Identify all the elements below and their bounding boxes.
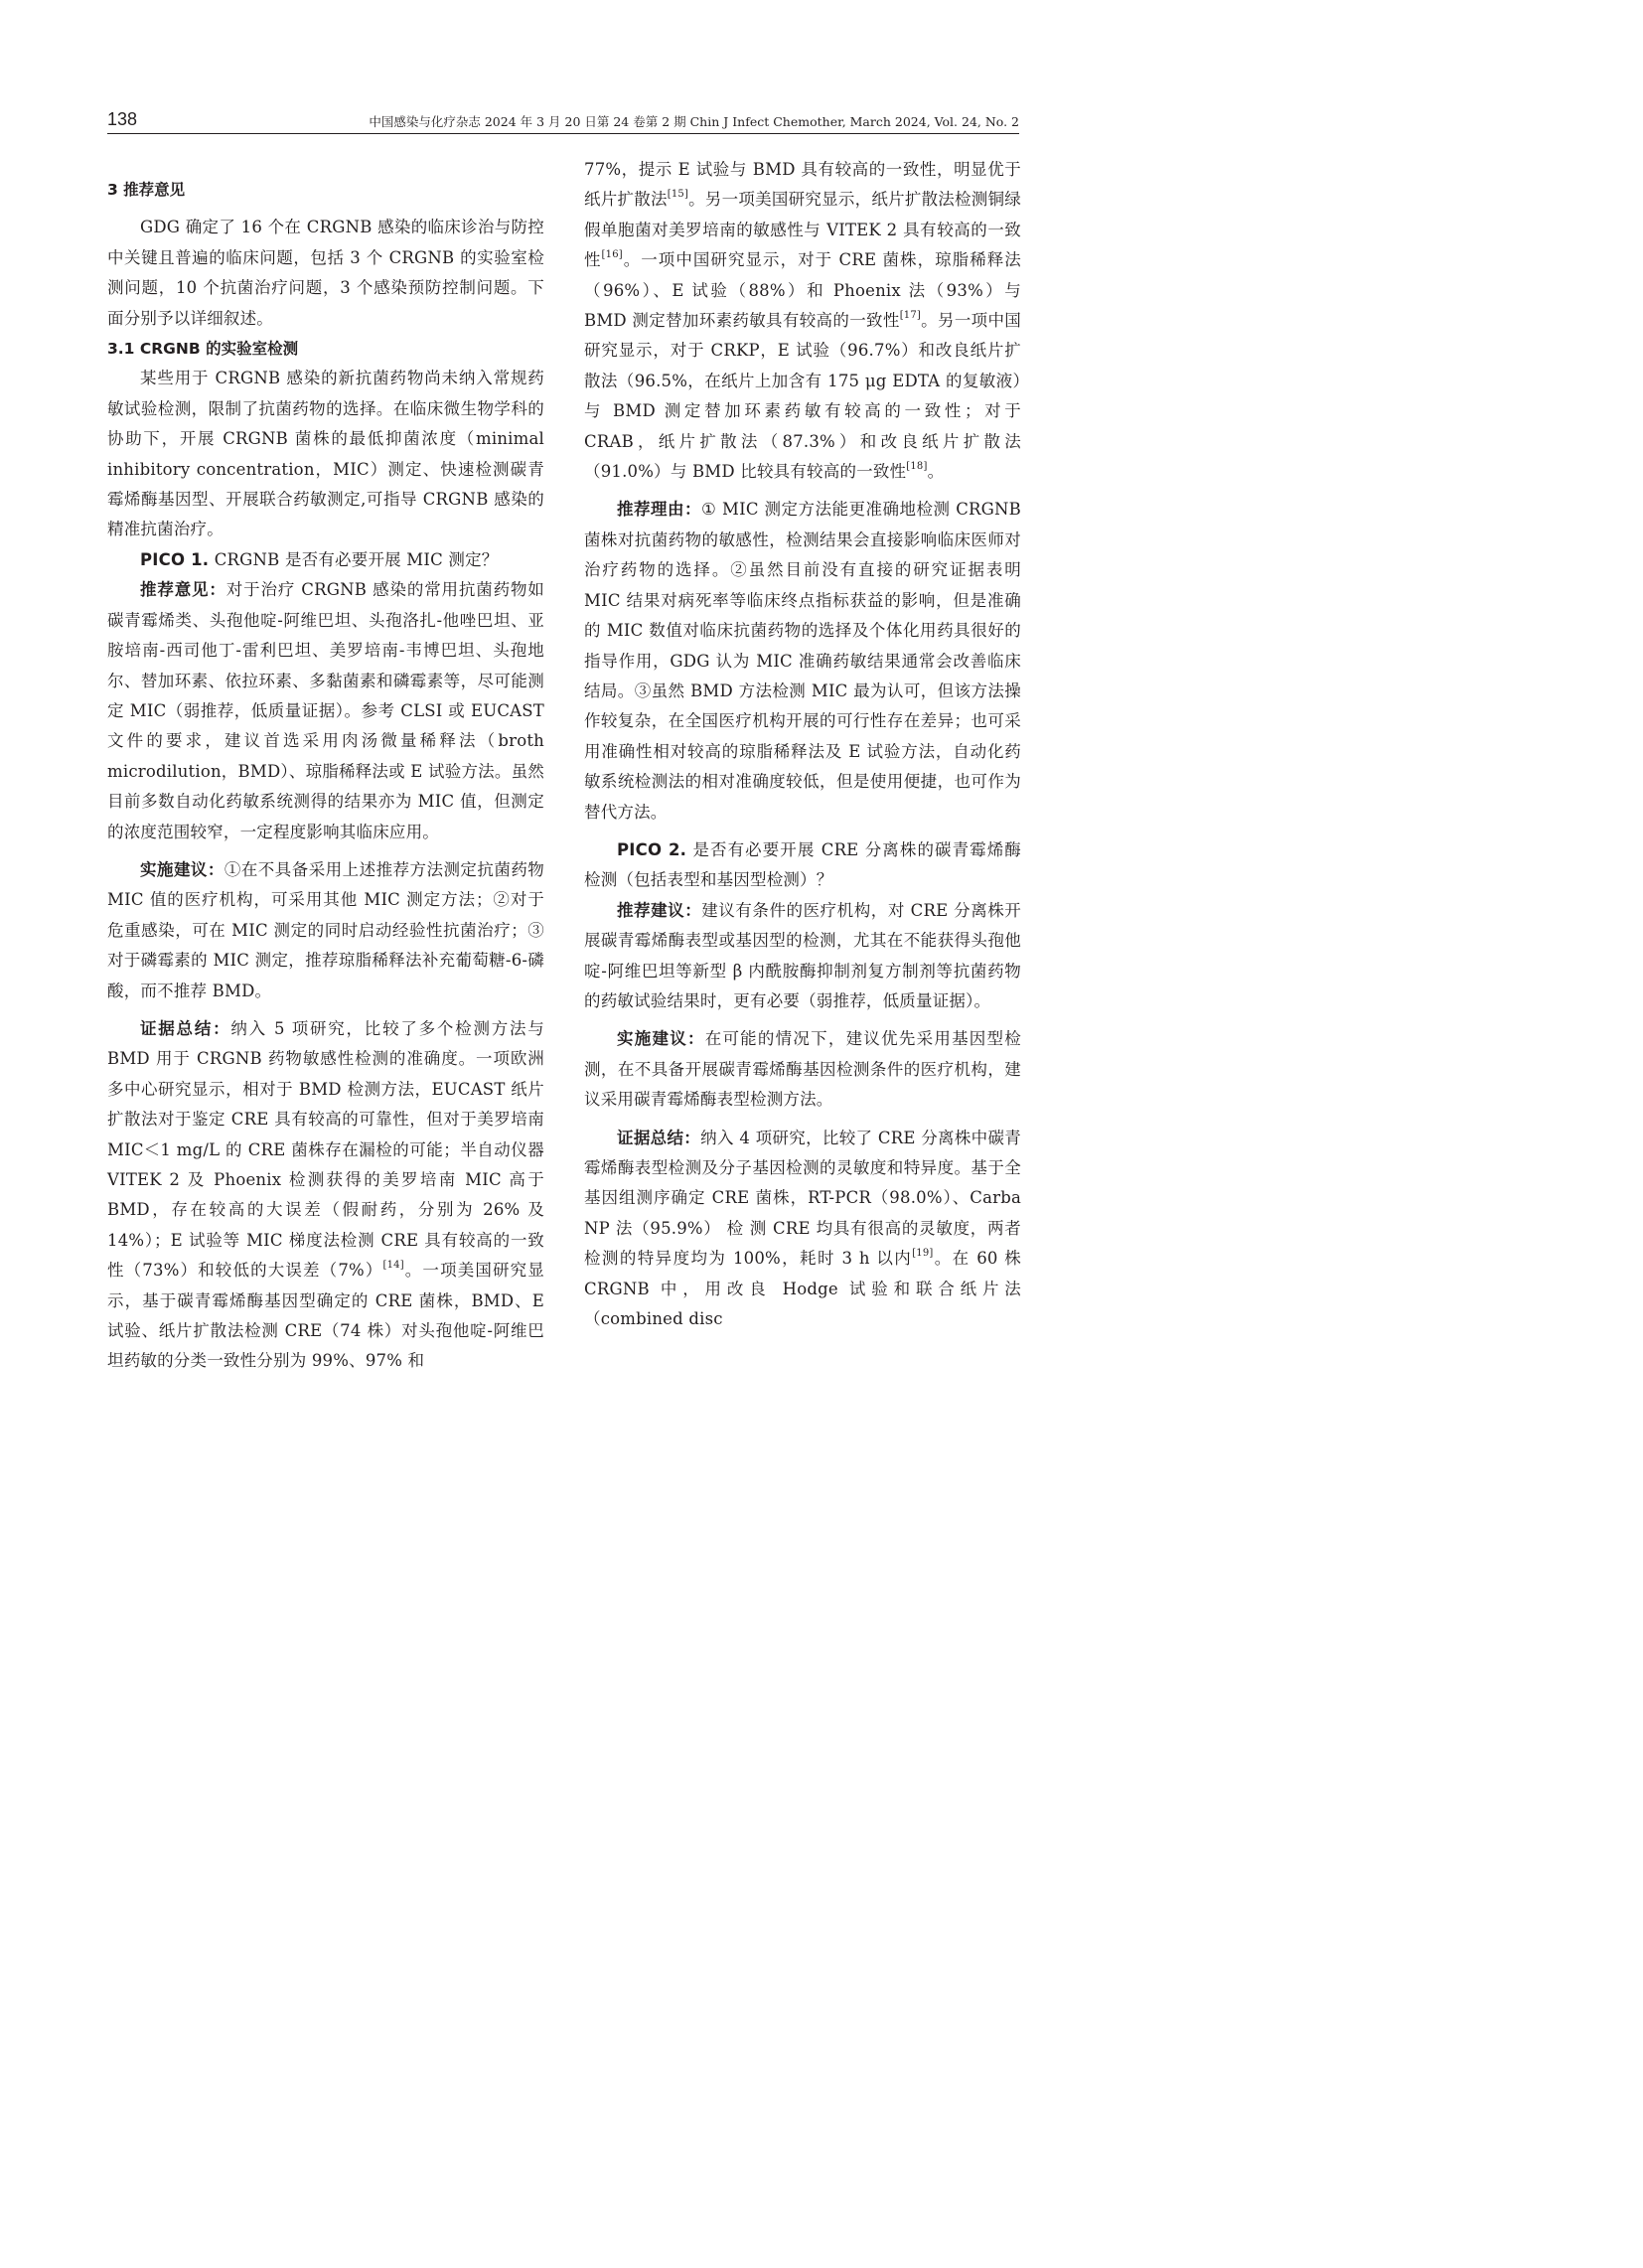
pico-2-text: 是否有必要开展 CRE 分离株的碳青霉烯酶检测（包括表型和基因型检测）？: [584, 839, 1021, 890]
pico-1-question: [107, 545, 544, 575]
citation-ref: [15]: [667, 189, 689, 201]
evidence-2-paragraph: [584, 1124, 1021, 1335]
citation-ref: [18]: [906, 461, 928, 473]
recommendation-2-label: 推荐建议：: [617, 900, 702, 920]
rationale-text: ① MIC 测定方法能更准确地检测 CRGNB 菌株对抗菌药物的敏感性，检测结果会直接影响临床医师对治疗药物的选择。②虽然目前没有直接的研究证据表明 MIC 结果对病死率等临床终点指标获益的影响，但是准确的 MIC 数值对临床抗菌药物的选择及个体化用药具很好的指导作用，GDG 认为 MIC 准确药敏结果通常会改善临床结局。③虽然 BMD 方法检测 MIC 最为认可，但该方法操作较复杂，在全国医疗机构开展的可行性存在差异；也可采用准确性相对较高的琼脂稀释法及 E 试验方法，自动化药敏系统检测法的相对准确度较低，但是使用便捷，也可作为替代方法。: [584, 500, 1021, 822]
evidence-continuation: [584, 155, 1021, 487]
evidence-text-cont: 。一项美国研究显示，基于碳青霉烯酶基因型确定的 CRE 菌株，BMD、E 试验、纸片扩散法检测 CRE（74 株）对头孢他啶-阿维巴坦药敏的分类一致性分别为 99%、97% 和: [107, 1261, 544, 1371]
recommendation-2-paragraph: [584, 896, 1021, 1017]
recommendation-2-text: 建议有条件的医疗机构，对 CRE 分离株开展碳青霉烯酶表型或基因型的检测，尤其在不能获得头孢他啶-阿维巴坦等新型 β 内酰胺酶抑制剂复方制剂等抗菌药物的药敏试验结果时，更有必要（弱推荐，低质量证据）。: [584, 900, 1022, 1010]
implementation-text: ①在不具备采用上述推荐方法测定抗菌药物 MIC 值的医疗机构，可采用其他 MIC 测定方法；②对于危重感染，可在 MIC 测定的同时启动经验性抗菌治疗；③对于磷霉素的 MIC 测定，推荐琼脂稀释法补充葡萄糖-6-磷酸，而不推荐 BMD。: [107, 859, 545, 1000]
evidence-2-text-cont: 。在 60 株 CRGNB 中，用改良 Hodge 试验和联合纸片法（combined disc: [584, 1249, 1021, 1329]
journal-citation: 中国感染与化疗杂志 2024 年 3 月 20 日第 24 卷第 2 期 Chin J Infect Chemother, March 2024, Vol. 24, No. 2: [369, 114, 1019, 129]
implementation-2-text: 在可能的情况下，建议优先采用基因型检测，在不具备开展碳青霉烯酶基因检测条件的医疗机构，建议采用碳青霉烯酶表型检测方法。: [584, 1029, 1021, 1110]
evidence-2-label: 证据总结：: [617, 1128, 701, 1147]
continuation-text-5: 。: [927, 462, 945, 482]
recommendation-paragraph: [107, 575, 544, 847]
section-3-intro: GDG 确定了 16 个在 CRGNB 感染的临床诊治与防控中关键且普遍的临床问题，包括 3 个 CRGNB 的实验室检测问题，10 个抗菌治疗问题，3 个感染预防控制问题。下面分别予以详细叙述。: [107, 218, 544, 328]
implementation-label: 实施建议：: [140, 859, 224, 879]
evidence-text: 纳入 5 项研究，比较了多个检测方法与 BMD 用于 CRGNB 药物敏感性检测的准确度。一项欧洲多中心研究显示，相对于 BMD 检测方法，EUCAST 纸片扩散法对于鉴定 CRE 具有较高的可靠性，但对于美罗培南 MIC＜1 mg/L 的 CRE 菌株存在漏检的可能；半自动仪器 VITEK 2 及 Phoenix 检测获得的美罗培南 MIC 高于 BMD，存在较高的大误差（假耐药，分别为 26% 及 14%）；E 试验等 MIC 梯度法检测 CRE 具有较高的一致性（73%）和较低的大误差（7%）: [107, 1018, 544, 1281]
citation-ref: [19]: [912, 1248, 934, 1260]
evidence-paragraph: [107, 1014, 544, 1377]
recommendation-label: 推荐意见：: [140, 580, 226, 600]
pico-1-text: CRGNB 是否有必要开展 MIC 测定？: [214, 549, 499, 569]
rationale-label: 推荐理由：: [617, 500, 702, 520]
evidence-2-text: 纳入 4 项研究，比较了 CRE 分离株中碳青霉烯酶表型检测及分子基因检测的灵敏度和特异度。基于全基因组测序确定 CRE 菌株，RT-PCR（98.0%）、Carba NP 法（95.9%） 检 测 CRE 均具有很高的灵敏度，两者检测的特异度均为 100%，耗时 3 h 以内: [584, 1128, 1022, 1269]
running-header: [107, 103, 1019, 134]
implementation-2-paragraph: [584, 1024, 1021, 1115]
pico-2-question: [584, 835, 1021, 896]
continuation-text-4: 。另一项中国研究显示，对于 CRKP，E 试验（96.7%）和改良纸片扩散法（96.5%，在纸片上加含有 175 μg EDTA 的复敏液）与 BMD 测定替加环素药敏有较高的一致性；对于 CRAB，纸片扩散法（87.3%）和改良纸片扩散法（91.0%）与 BMD 比较具有较高的一致性: [584, 311, 1022, 482]
section-3-1-heading: 3.1 CRGNB 的实验室检测: [107, 340, 299, 359]
citation-ref: [17]: [899, 310, 922, 322]
page-number: 138: [107, 109, 138, 129]
evidence-label: 证据总结：: [140, 1018, 231, 1038]
section-3-heading: 3 推荐意见: [107, 181, 186, 199]
pico-2-label: PICO 2.: [617, 839, 687, 859]
section-3-1-intro: 某些用于 CRGNB 感染的新抗菌药物尚未纳入常规药敏试验检测，限制了抗菌药物的选择。在临床微生物学科的协助下，开展 CRGNB 菌株的最低抑菌浓度（minimal inhibitory concentration，MIC）测定、快速检测碳青霉烯酶基因型、开展联合药敏测定,可指导 CRGNB 感染的精准抗菌治疗。: [107, 369, 544, 539]
implementation-paragraph: [107, 855, 544, 1006]
recommendation-text: 对于治疗 CRGNB 感染的常用抗菌药物如碳青霉烯类、头孢他啶-阿维巴坦、头孢洛扎-他唑巴坦、亚胺培南-西司他丁-雷利巴坦、美罗培南-韦博巴坦、头孢地尔、替加环素、依拉环素、多黏菌素和磷霉素等，尽可能测定 MIC（弱推荐，低质量证据）。参考 CLSI 或 EUCAST 文件的要求，建议首选采用肉汤微量稀释法（broth microdilution，BMD）、琼脂稀释法或 E 试验方法。虽然目前多数自动化药敏系统测得的结果亦为 MIC 值，但测定的浓度范围较窄，一定程度影响其临床应用。: [107, 580, 545, 841]
continuation-text-1: 77%，提示 E 试验与 BMD 具有较高的一致性，明显优于纸片扩散法: [584, 160, 1021, 210]
citation-ref: [16]: [601, 249, 623, 261]
rationale-paragraph: [584, 495, 1021, 827]
continuation-text-2: 。另一项美国研究显示，纸片扩散法检测铜绿假单胞菌对美罗培南的敏感性与 VITEK 2 具有较高的一致性: [584, 190, 1021, 270]
implementation-2-label: 实施建议：: [617, 1029, 705, 1049]
pico-1-label: PICO 1.: [140, 549, 210, 569]
left-column: [107, 155, 544, 1377]
right-column: [584, 155, 1021, 1334]
continuation-text-3: 。一项中国研究显示，对于 CRE 菌株，琼脂稀释法（96%）、E 试验（88%）和 Phoenix 法（93%）与 BMD 测定替加环素药敏具有较高的一致性: [584, 250, 1021, 331]
citation-ref: [14]: [382, 1260, 404, 1272]
